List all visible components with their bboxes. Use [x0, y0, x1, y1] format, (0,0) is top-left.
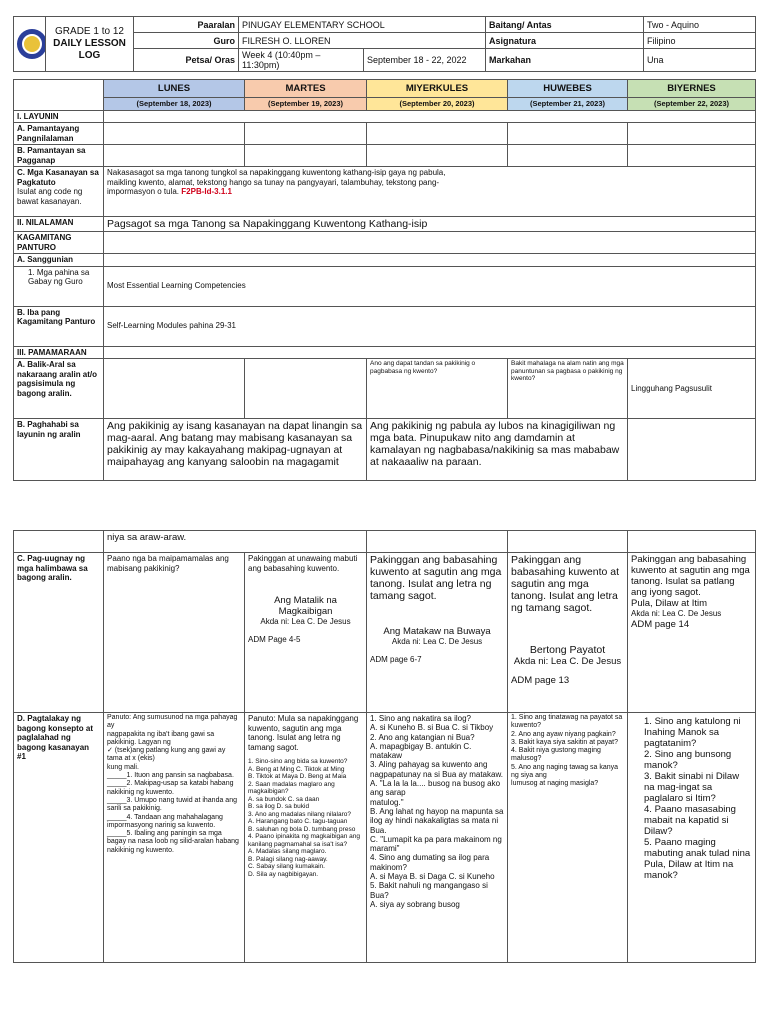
- balik-biyernes: Lingguhang Pagsusulit: [628, 359, 756, 419]
- day-biyernes: BIYERNES: [628, 80, 756, 98]
- row-kagamitang: KAGAMITANG PANTURO: [14, 232, 104, 254]
- martes-story-title: Ang Matalik na Magkaibigan: [274, 595, 337, 617]
- baitang-value: Two - Aquino: [644, 17, 756, 33]
- biyernes-story-page: ADM page 14: [631, 618, 690, 630]
- row-gabay: 1. Mga pahina sa Gabay ng Guro: [14, 266, 104, 306]
- baitang-label: Baitang/ Antas: [486, 17, 644, 33]
- corner-cell: [14, 80, 104, 111]
- deped-seal-icon: [17, 29, 46, 59]
- lesson-log-table: [13, 79, 756, 481]
- oras-value: Week 4 (10:40pm – 11:30pm): [239, 49, 364, 72]
- deped-logo-cell: [14, 17, 46, 72]
- row-pamantayang: A. Pamantayang Pangnilalaman: [14, 123, 104, 145]
- pag-uugnay-lunes: Paano nga ba maipamamalas ang mabisang pakikinig?: [104, 553, 245, 713]
- date-martes: (September 19, 2023): [245, 98, 367, 111]
- pagtalakay-miyerkules: 1. Sino ang nakatira sa ilog? A. si Kuneho B. si Bua C. si Tikboy 2. Ano ang katangian ni Bua? A. mapagbigay B. antukin C. matakaw 3. Aling pahayag sa kuwento ang nagpapatunay na si Bua ay matakaw. A. "La la la la.... busog na busog ako ang sarap matulog." B. Ang lahat ng hayop na mapunta sa ilog ay hindi nakakaligtas sa mata ni Bua. C. "Lumapit ka pa para makainom ng marami" 4. Sino ang dumating sa ilog para makinom? A. si Maya B. si Daga C. si Kuneho 5. Bakit nahuli ng mangangaso si Bua? A. siya ay sobrang busog: [367, 713, 508, 963]
- biyernes-story-author: Akda ni: Lea C. De Jesus: [631, 609, 722, 618]
- date-huwebes: (September 21, 2023): [508, 98, 628, 111]
- paaralan-label: Paaralan: [134, 17, 239, 33]
- paghahabi-miyerkules: Ang pakikinig ng pabula ay lubos na kinagigiliwan ng mga bata. Pinupukaw nito ang damdamin at kamalayan ng nagbabasa/nakikinig sa mas mababaw at nakaaaliw na paraan.: [367, 419, 628, 481]
- biyernes-story-title: Pula, Dilaw at Itim: [631, 598, 708, 609]
- row-kasanayan-note: Isulat ang code ng bawat kasanayan.: [17, 187, 83, 206]
- petsa-label: Petsa/ Oras: [134, 49, 239, 72]
- markahan-value: Una: [644, 49, 756, 72]
- pag-uugnay-martes: Pakinggan at unawaing mabuti ang babasahing kuwento. Ang Matalik na Magkaibigan Akda ni: Lea C. De Jesus ADM Page 4-5: [245, 553, 367, 713]
- row-nilalaman: II. NILALAMAN: [14, 217, 104, 232]
- pag-uugnay-biyernes: Pakinggan ang babasahing kuwento at sagutin ang mga tanong. Isulat sa patlang ang iyong sagot. Pula, Dilaw at Itim Akda ni: Lea C. De Jesus ADM page 14: [628, 553, 756, 713]
- kasanayan-text-cell: [104, 167, 756, 217]
- row-sanggunian: A. Sanggunian: [14, 254, 104, 267]
- nilalaman-text: Pagsagot sa mga Tanong sa Napakinggang Kuwentong Kathang-isip: [104, 217, 756, 232]
- pagtalakay-martes: Panuto: Mula sa napakinggang kuwento, sagutin ang mga tanong. Isulat ang letra ng tamang sagot. 1. Sino-sino ang bida sa kuwento? A. Beng at Ming C. Tiktok at Ming B. Tiktok at Maya D. Beng at Maia 2. Saan madalas maglaro ang magkaibigan? A. sa bundok C. sa daan B. sa ilog D. sa bukid 3. Ano ang madalas nilang nilalaro? A. Harangang bato C. tagu-taguan B. saluhan ng bola D. tumbang preso 4. Paano ipinakita ng magkaibigan ang kanilang pagmamahal sa isa't isa? A. Madalas silang maglaro. B. Palagi silang nag-aaway. C. Sabay silang kumakain. D. Sila ay nagbibigayan.: [245, 713, 367, 963]
- log-label: DAILY LESSON LOG: [53, 38, 126, 61]
- date-lunes: (September 18, 2023): [104, 98, 245, 111]
- lesson-log-table-continued: [13, 530, 756, 963]
- petsa-value: September 18 - 22, 2022: [364, 49, 486, 72]
- miyerkules-story-author: Akda ni: Lea C. De Jesus: [391, 637, 483, 646]
- date-biyernes: (September 22, 2023): [628, 98, 756, 111]
- row-balik-aral: A. Balik-Aral sa nakaraang aralin at/o pagsisimula ng bagong aralin.: [14, 359, 104, 419]
- iba-pang-text: Self-Learning Modules pahina 29-31: [104, 306, 756, 346]
- miyerkules-story-page: ADM page 6-7: [370, 654, 422, 664]
- pagtalakay-lunes: Panuto: Ang sumusunod na mga pahayag ay nagpapakita ng iba't ibang gawi sa pakikinig. Lagyan ng ✓ (tsek)ang patlang kung ang gawi ay tama at x (ekis) kung mali. _____1. Ituon ang pansin sa nagbabasa. _____2. Makipag-usap sa katabi habang nakikinig ng kuwento. _____3. Umupo nang tuwid at ihanda ang sarili sa pakikinig. _____4. Tandaan ang mahahalagang impormasyong narinig sa kuwento. _____5. Ibaling ang paningin sa mga bagay na nasa loob ng silid-aralan habang nakikinig ng kuwento.: [104, 713, 245, 963]
- row-pagtalakay: D. Pagtalakay ng bagong konsepto at paglalahad ng bagong kasanayan #1: [14, 713, 104, 963]
- row-paghahabi: B. Paghahabi sa layunin ng aralin: [14, 419, 104, 481]
- guro-label: Guro: [134, 33, 239, 49]
- gabay-text: Most Essential Learning Competencies: [104, 266, 756, 306]
- balik-huwebes: Bakit mahalaga na alam natin ang mga panuntunan sa pagbasa o pakikinig ng kwento?: [508, 359, 628, 419]
- martes-story-page: ADM Page 4-5: [248, 634, 301, 644]
- row-pamamaraan: III. PAMAMARAAN: [14, 346, 104, 359]
- day-huwebes: HUWEBES: [508, 80, 628, 98]
- header-table: [13, 16, 756, 72]
- huwebes-story-title: Bertong Payatot: [529, 644, 606, 656]
- guro-value: FILRESH O. LLOREN: [239, 33, 486, 49]
- balik-miyerkules: Ano ang dapat tandan sa pakikinig o pagbabasa ng kwento?: [367, 359, 508, 419]
- grade-label: GRADE 1 to 12: [55, 26, 124, 37]
- pagtalakay-huwebes: 1. Sino ang tinatawag na payatot sa kuwento? 2. Ano ang ayaw niyang pagkain? 3. Bakit kaya siya sakitin at payat? 4. Bakit niya gustong maging malusog? 5. Ano ang naging tawag sa kanya ng siya ang lumusog at naging masigla?: [508, 713, 628, 963]
- huwebes-story-author: Akda ni: Lea C. De Jesus: [513, 656, 622, 667]
- pagtalakay-biyernes: 1. Sino ang katulong ni Inahing Manok sa pagtatanim? 2. Sino ang bunsong manok? 3. Bakit sinabi ni Dilaw na mag-ingat sa paglalaro si Itim? 4. Paano masasabing mabait na kapatid si Dilaw? 5. Paano maging mabuting anak tulad nina Pula, Dilaw at Itim na manok?: [628, 713, 756, 963]
- row-pamantayan: B. Pamantayan sa Pagganap: [14, 145, 104, 167]
- row-layunin: I. LAYUNIN: [14, 110, 104, 123]
- paghahabi-lunes: Ang pakikinig ay isang kasanayan na dapat linangin sa mag-aaral. Ang batang may mabisang kasanayan sa pakikinig ay may kakayahang makipag-ugnayan at maipahayag ang kanyang saloobin na magagamit: [104, 419, 367, 481]
- row-kasanayan: C. Mga Kasanayan sa Pagkatuto: [17, 168, 99, 187]
- asignatura-value: Filipino: [644, 33, 756, 49]
- continued-text: niya sa araw-araw.: [104, 531, 367, 553]
- kasanayan-code: F2PB-Id-3.1.1: [181, 187, 232, 196]
- row-pag-uugnay: C. Pag-uugnay ng mga halimbawa sa bagong aralin.: [14, 553, 104, 713]
- pag-uugnay-miyerkules: Pakinggan ang babasahing kuwento at sagutin ang mga tanong. Isulat ang letra ng tamang sagot. Ang Matakaw na Buwaya Akda ni: Lea C. De Jesus ADM page 6-7: [367, 553, 508, 713]
- miyerkules-story-title: Ang Matakaw na Buwaya: [383, 626, 491, 637]
- day-miyerkules: MIYERKULES: [367, 80, 508, 98]
- paaralan-value: PINUGAY ELEMENTARY SCHOOL: [239, 17, 486, 33]
- day-lunes: LUNES: [104, 80, 245, 98]
- row-iba-pang: B. Iba pang Kagamitang Panturo: [14, 306, 104, 346]
- huwebes-story-page: ADM page 13: [511, 675, 570, 686]
- pag-uugnay-huwebes: Pakinggan ang babasahing kuwento at sagutin ang mga tanong. Isulat ang letra ng tamang sagot. Bertong Payatot Akda ni: Lea C. De Jesus ADM page 13: [508, 553, 628, 713]
- asignatura-label: Asignatura: [486, 33, 644, 49]
- day-martes: MARTES: [245, 80, 367, 98]
- markahan-label: Markahan: [486, 49, 644, 72]
- grade-label-cell: [46, 17, 134, 72]
- kasanayan-text: Nakasasagot sa mga tanong tungkol sa napakinggang kuwentong kathang-isip gaya ng pabula, maikling kwento, alamat, tekstong hango sa tunay na pangyayari, talambuhay, tekstong pang-impormasyon o tula.: [107, 168, 446, 196]
- row-kasanayan-cell: [14, 167, 104, 217]
- martes-story-author: Akda ni: Lea C. De Jesus: [260, 617, 351, 626]
- date-miyerkules: (September 20, 2023): [367, 98, 508, 111]
